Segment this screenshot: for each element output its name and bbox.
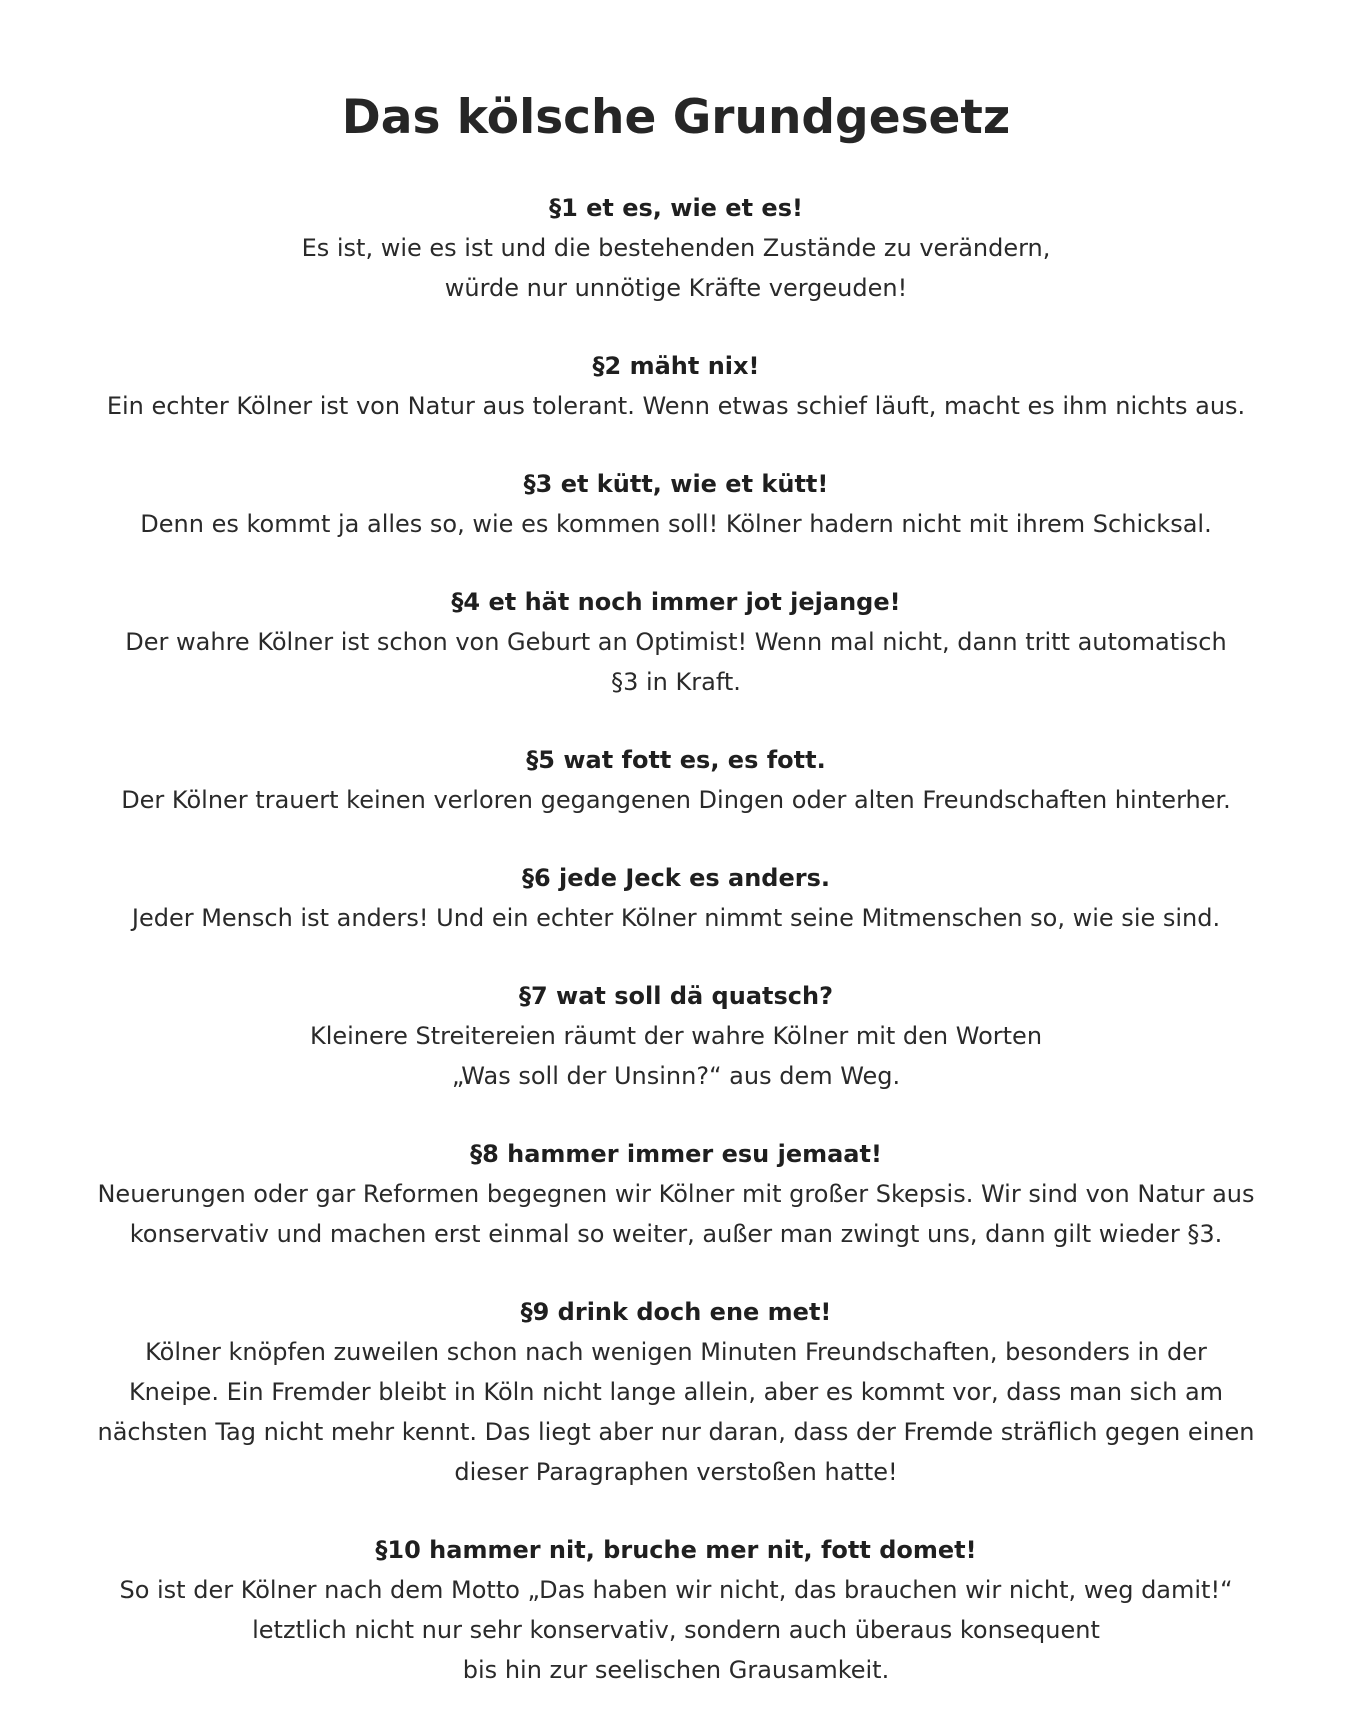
section-heading: §2 mäht nix!	[592, 352, 760, 380]
section-text-line: §3 in Kraft.	[611, 668, 741, 696]
section-5	[28, 740, 1324, 820]
section-heading: §9 drink doch ene met!	[520, 1298, 832, 1326]
section-7	[28, 976, 1324, 1096]
section-heading: §10 hammer nit, bruche mer nit, fott domet!	[375, 1536, 977, 1564]
section-text-line: So ist der Kölner nach dem Motto „Das haben wir nicht, das brauchen wir nicht, weg damit!“	[119, 1576, 1233, 1604]
section-text-line: Neuerungen oder gar Reformen begegnen wir Kölner mit großer Skepsis. Wir sind von Natur aus	[97, 1180, 1255, 1208]
section-text-line: Denn es kommt ja alles so, wie es kommen soll! Kölner hadern nicht mit ihrem Schicksal.	[140, 510, 1212, 538]
section-2	[28, 346, 1324, 426]
document-title: Das kölsche Grundgesetz	[341, 90, 1011, 145]
section-3	[28, 464, 1324, 544]
section-text-line: Kneipe. Ein Fremder bleibt in Köln nicht lange allein, aber es kommt vor, dass man sich am	[128, 1378, 1224, 1406]
section-text-line: Der Kölner trauert keinen verloren gegangenen Dingen oder alten Freundschaften hinterher.	[121, 786, 1231, 814]
section-heading: §1 et es, wie et es!	[549, 194, 803, 222]
section-text-line: Jeder Mensch ist anders! Und ein echter Kölner nimmt seine Mitmenschen so, wie sie sind.	[131, 904, 1221, 932]
section-heading: §7 wat soll dä quatsch?	[518, 982, 833, 1010]
section-text-line: Ein echter Kölner ist von Natur aus tolerant. Wenn etwas schief läuft, macht es ihm nichts aus.	[106, 392, 1246, 420]
section-heading: §3 et kütt, wie et kütt!	[523, 470, 829, 498]
section-heading: §5 wat fott es, es fott.	[526, 746, 826, 774]
section-text-line: letztlich nicht nur sehr konservativ, sondern auch überaus konsequent	[252, 1616, 1100, 1644]
section-6	[28, 858, 1324, 938]
section-heading: §6 jede Jeck es anders.	[521, 864, 830, 892]
section-heading: §4 et hät noch immer jot jejange!	[451, 588, 901, 616]
section-8	[28, 1134, 1324, 1254]
section-text-line: nächsten Tag nicht mehr kennt. Das liegt aber nur daran, dass der Fremde sträflich gegen einen	[97, 1418, 1255, 1446]
section-text-line: konservativ und machen erst einmal so weiter, außer man zwingt uns, dann gilt wieder §3.	[129, 1220, 1223, 1248]
section-text-line: bis hin zur seelischen Grausamkeit.	[462, 1656, 890, 1684]
section-4	[28, 582, 1324, 702]
section-1	[28, 188, 1324, 308]
section-10	[28, 1530, 1324, 1690]
section-text-line: Kölner knöpfen zuweilen schon nach wenigen Minuten Freundschaften, besonders in der	[145, 1338, 1207, 1366]
section-heading: §8 hammer immer esu jemaat!	[470, 1140, 882, 1168]
section-text-line: „Was soll der Unsinn?“ aus dem Weg.	[451, 1062, 901, 1090]
section-text-line: Kleinere Streitereien räumt der wahre Kölner mit den Worten	[309, 1022, 1043, 1050]
section-9	[28, 1292, 1324, 1492]
section-text-line: Es ist, wie es ist und die bestehenden Zustände zu verändern,	[301, 234, 1051, 262]
section-text-line: würde nur unnötige Kräfte vergeuden!	[444, 274, 908, 302]
section-text-line: Der wahre Kölner ist schon von Geburt an Optimist! Wenn mal nicht, dann tritt automatisch	[125, 628, 1227, 656]
section-text-line: dieser Paragraphen verstoßen hatte!	[454, 1458, 898, 1486]
